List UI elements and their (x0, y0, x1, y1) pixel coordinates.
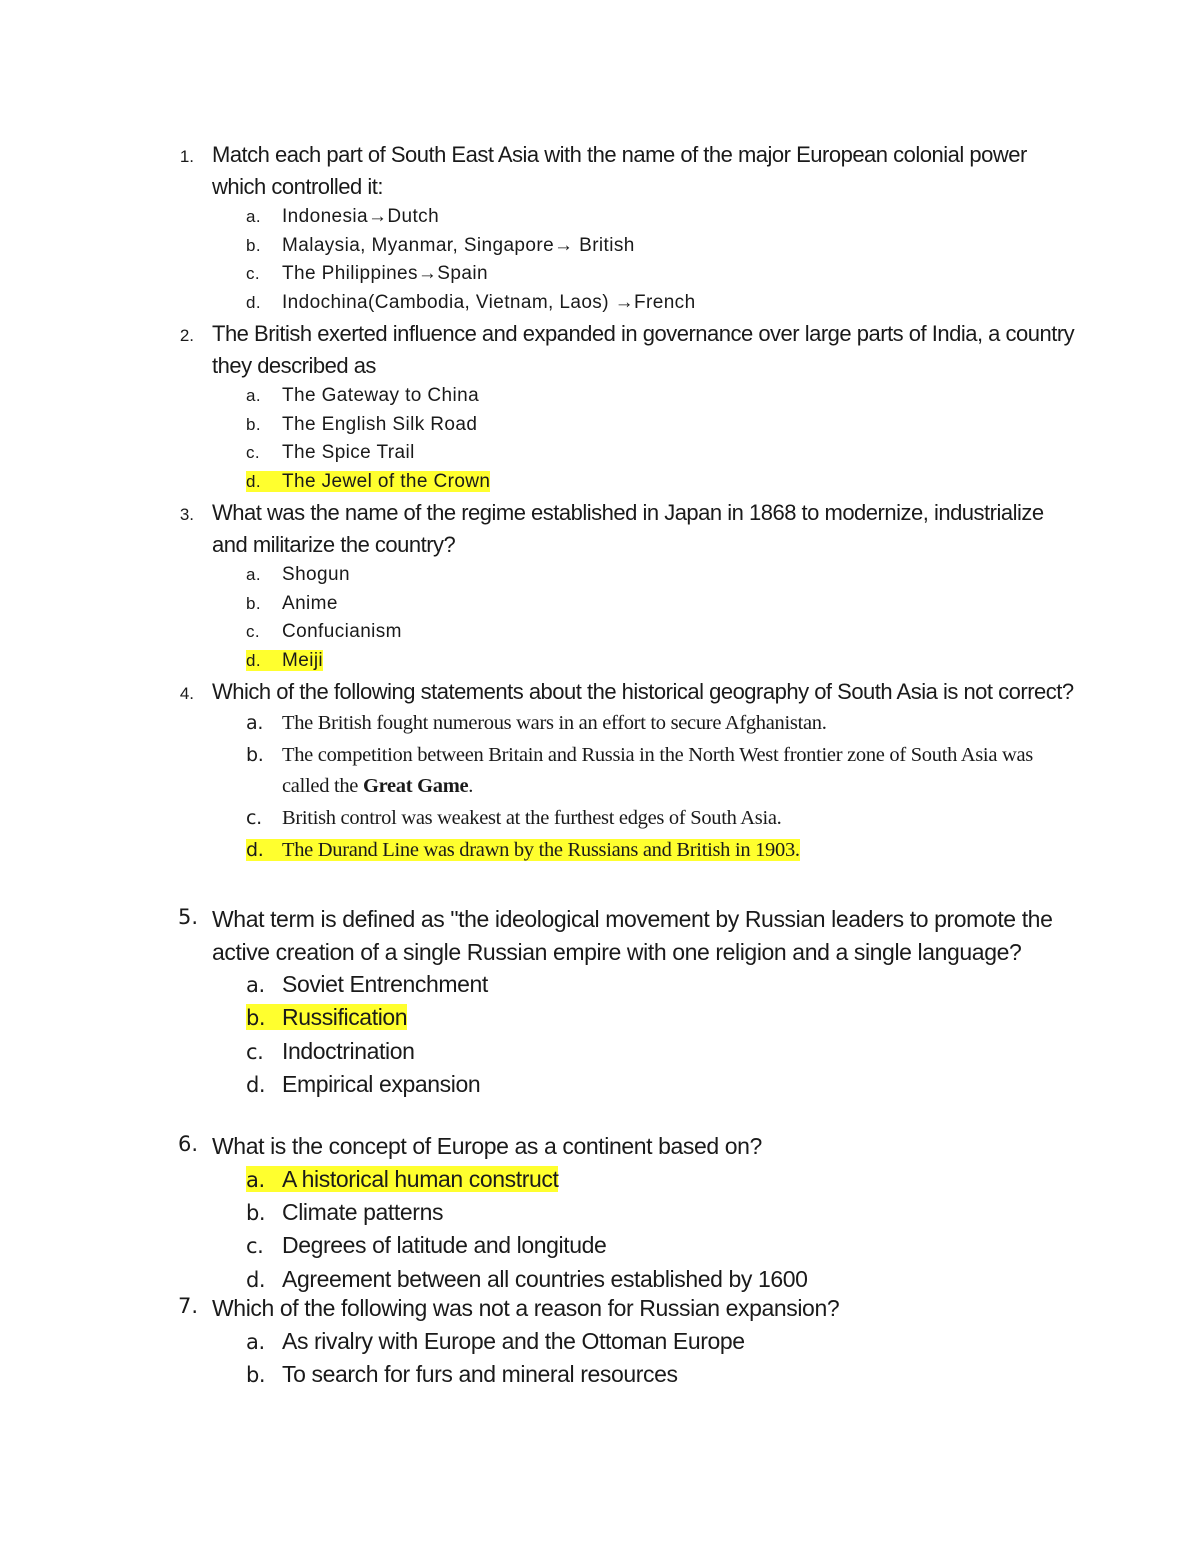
question-7 (160, 1292, 1080, 1391)
option-b: b. Anime (246, 592, 338, 614)
option-a: a. The British fought numerous wars in an effort to secure Afghanistan. (246, 712, 827, 734)
question-text: The British exerted influence and expanded in governance over large parts of India, a country they described as (212, 321, 1075, 378)
option-a: a. Shogun (246, 564, 350, 585)
question-text: Which of the following was not a reason for Russian expansion? (212, 1295, 840, 1321)
option-list (246, 1163, 1080, 1297)
option-b-answer (246, 1001, 1080, 1034)
question-1 (160, 139, 1080, 318)
question-text: What was the name of the regime established in Japan in 1868 to modernize, industrialize and militarize the country? (212, 500, 1044, 557)
question-text: Which of the following statements about the historical geography of South Asia is not correct? (212, 679, 1074, 704)
question-number: 4. (179, 684, 194, 703)
question-number: 3. (179, 505, 194, 524)
option-list (246, 382, 1080, 497)
option-d-answer (246, 647, 1080, 676)
option-b: b. The competition between Britain and Russia in the North West frontier zone of South Asia was called the Great Game. (246, 743, 1033, 798)
answer-highlight: a. A historical human construct (246, 1165, 559, 1192)
option-c: c. Indoctrination (246, 1037, 415, 1064)
question-number: 7. (177, 1294, 198, 1318)
answer-highlight: d. The Durand Line was drawn by the Russians and British in 1903. (246, 838, 800, 861)
answer-highlight: b. Russification (246, 1004, 408, 1031)
option-d: d. Indochina(Cambodia, Vietnam, Laos) →French (246, 292, 696, 314)
question-6 (160, 1130, 1080, 1296)
option-b: b. To search for furs and mineral resources (246, 1360, 678, 1387)
question-number: 1. (179, 147, 194, 166)
option-c: c. The Spice Trail (246, 442, 415, 464)
option-d: d. Agreement between all countries established by 1600 (246, 1265, 808, 1292)
option-list (246, 203, 1080, 318)
question-number: 6. (177, 1132, 198, 1156)
question-2 (160, 318, 1080, 497)
answer-highlight: d. Meiji (246, 650, 324, 672)
option-b: b. Malaysia, Myanmar, Singapore→ British (246, 234, 635, 256)
option-b: b. The English Silk Road (246, 413, 478, 435)
option-c: c. Degrees of latitude and longitude (246, 1232, 607, 1259)
question-text: What term is defined as "the ideological movement by Russian leaders to promote the active creation of a single Russian empire with one religion and a single language? (212, 906, 1053, 965)
great-game-term: Great Game (362, 775, 469, 798)
option-list (246, 708, 1080, 867)
option-c: c. Confucianism (246, 621, 402, 643)
option-c: c. The Philippines→Spain (246, 263, 488, 285)
option-list (246, 1325, 1080, 1392)
option-a: a. The Gateway to China (246, 385, 480, 406)
question-text: What is the concept of Europe as a continent based on? (212, 1133, 762, 1159)
option-b: b. Climate patterns (246, 1198, 444, 1225)
question-number: 5. (177, 905, 198, 929)
option-a: a. Indonesia→Dutch (246, 206, 440, 227)
option-a-answer (246, 1163, 1080, 1196)
option-list (246, 968, 1080, 1102)
answer-highlight: d. The Jewel of the Crown (246, 471, 491, 493)
question-3 (160, 497, 1080, 676)
option-a: a. Soviet Entrenchment (246, 971, 488, 997)
question-number: 2. (179, 326, 194, 345)
question-5 (160, 903, 1080, 1102)
option-a: a. As rivalry with Europe and the Ottoman Europe (246, 1327, 745, 1354)
option-d-answer (246, 468, 1080, 497)
option-c: c. British control was weakest at the furthest edges of South Asia. (246, 807, 782, 830)
option-d-answer (246, 835, 1080, 867)
question-4 (160, 676, 1080, 867)
question-text: Match each part of South East Asia with the name of the major European colonial power which controlled it: (212, 142, 1027, 199)
option-d: d. Empirical expansion (246, 1071, 481, 1098)
option-list (246, 561, 1080, 676)
